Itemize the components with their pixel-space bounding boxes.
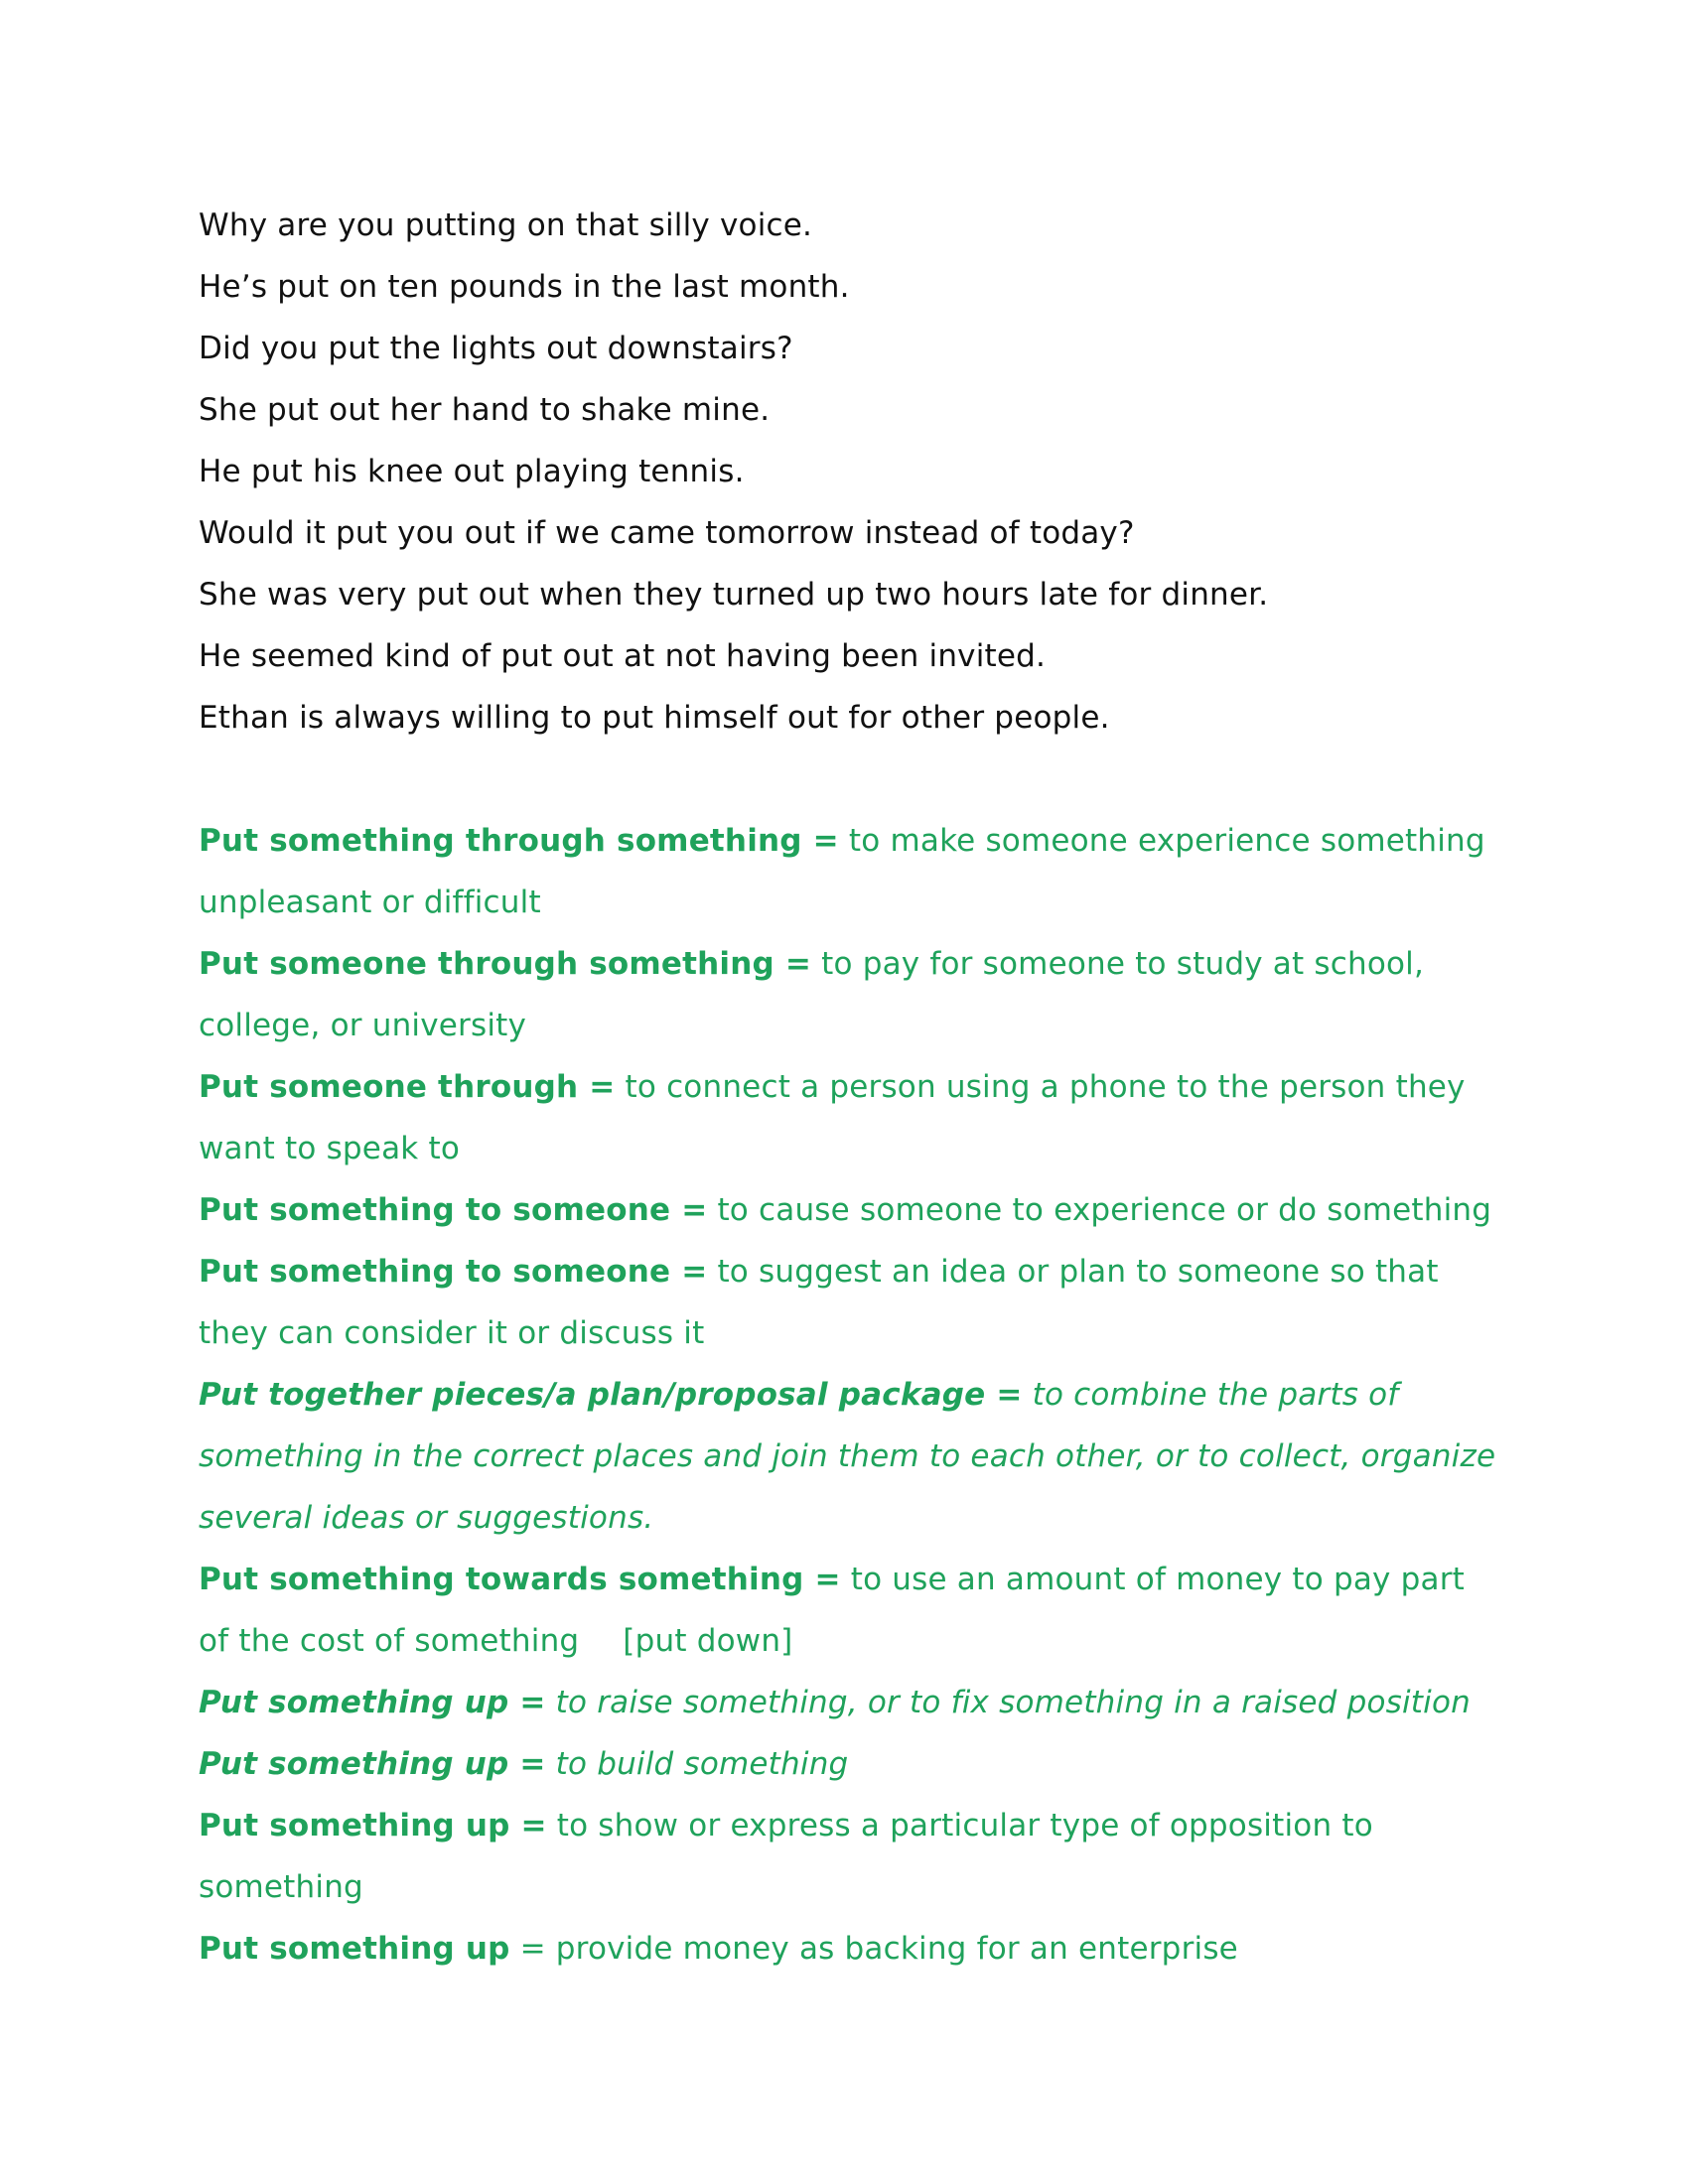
example-sentence: Ethan is always willing to put himself out for other people. [199,700,1110,736]
definition-item [199,1733,1499,1795]
example-sentence: He seemed kind of put out at not having been invited. [199,638,1047,674]
definition-term: Put something up [199,1931,510,1967]
definition-item [199,1364,1499,1549]
definition-item [199,933,1499,1056]
definition-term: Put something to someone = [199,1254,708,1290]
definition-note: [put down] [623,1623,793,1659]
definition-term: Put something up = [199,1746,546,1782]
definition-item [199,1056,1499,1179]
definition-text: to make someone experience something unpleasant or difficult [199,823,1485,920]
definition-text: to build something [545,1746,849,1782]
example-sentence: She was very put out when they turned up two hours late for dinner. [199,577,1269,613]
definition-item [199,810,1499,933]
definition-term: Put together pieces/a plan/proposal package = [199,1377,1023,1413]
example-sentence: Why are you putting on that silly voice. [199,207,813,243]
definition-text: to raise something, or to fix something in a raised position [545,1685,1471,1720]
definition-item [199,1672,1499,1733]
definition-term: Put someone through something = [199,946,812,982]
definition-term: Put something towards something = [199,1562,841,1597]
example-sentence: He’s put on ten pounds in the last month. [199,269,850,305]
definition-text: to show or express a particular type of opposition to something [199,1808,1373,1905]
example-sentence: Did you put the lights out downstairs? [199,331,793,366]
definition-term: Put something through something = [199,823,839,859]
phrasal-verb-definitions [199,810,1499,1979]
definition-item [199,1795,1499,1918]
example-sentence: Would it put you out if we came tomorrow instead of today? [199,515,1135,551]
definition-text: to cause someone to experience or do something [707,1192,1492,1228]
definition-text: to combine the parts of something in the correct places and join them to each other, or to collect, organize several ideas or suggestions. [199,1377,1496,1536]
definition-item [199,1179,1499,1241]
example-sentences [199,195,1499,749]
definition-item [199,1549,1499,1672]
definition-term: Put something up = [199,1808,547,1843]
definition-term: Put something up = [199,1685,546,1720]
definition-item [199,1918,1499,1979]
document-page [199,195,1499,1979]
definition-text: to use an amount of money to pay part of the cost of something [199,1562,1466,1659]
example-sentence: He put his knee out playing tennis. [199,454,745,489]
definition-text: to pay for someone to study at school, college, or university [199,946,1425,1043]
definition-text: to connect a person using a phone to the person they want to speak to [199,1069,1466,1166]
section-spacer [199,749,1499,810]
definition-text: = provide money as backing for an enterprise [509,1931,1238,1967]
example-sentence: She put out her hand to shake mine. [199,392,771,428]
definition-term: Put something to someone = [199,1192,708,1228]
definition-term: Put someone through = [199,1069,616,1105]
definition-item [199,1241,1499,1364]
definition-text: to suggest an idea or plan to someone so that they can consider it or discuss it [199,1254,1439,1351]
